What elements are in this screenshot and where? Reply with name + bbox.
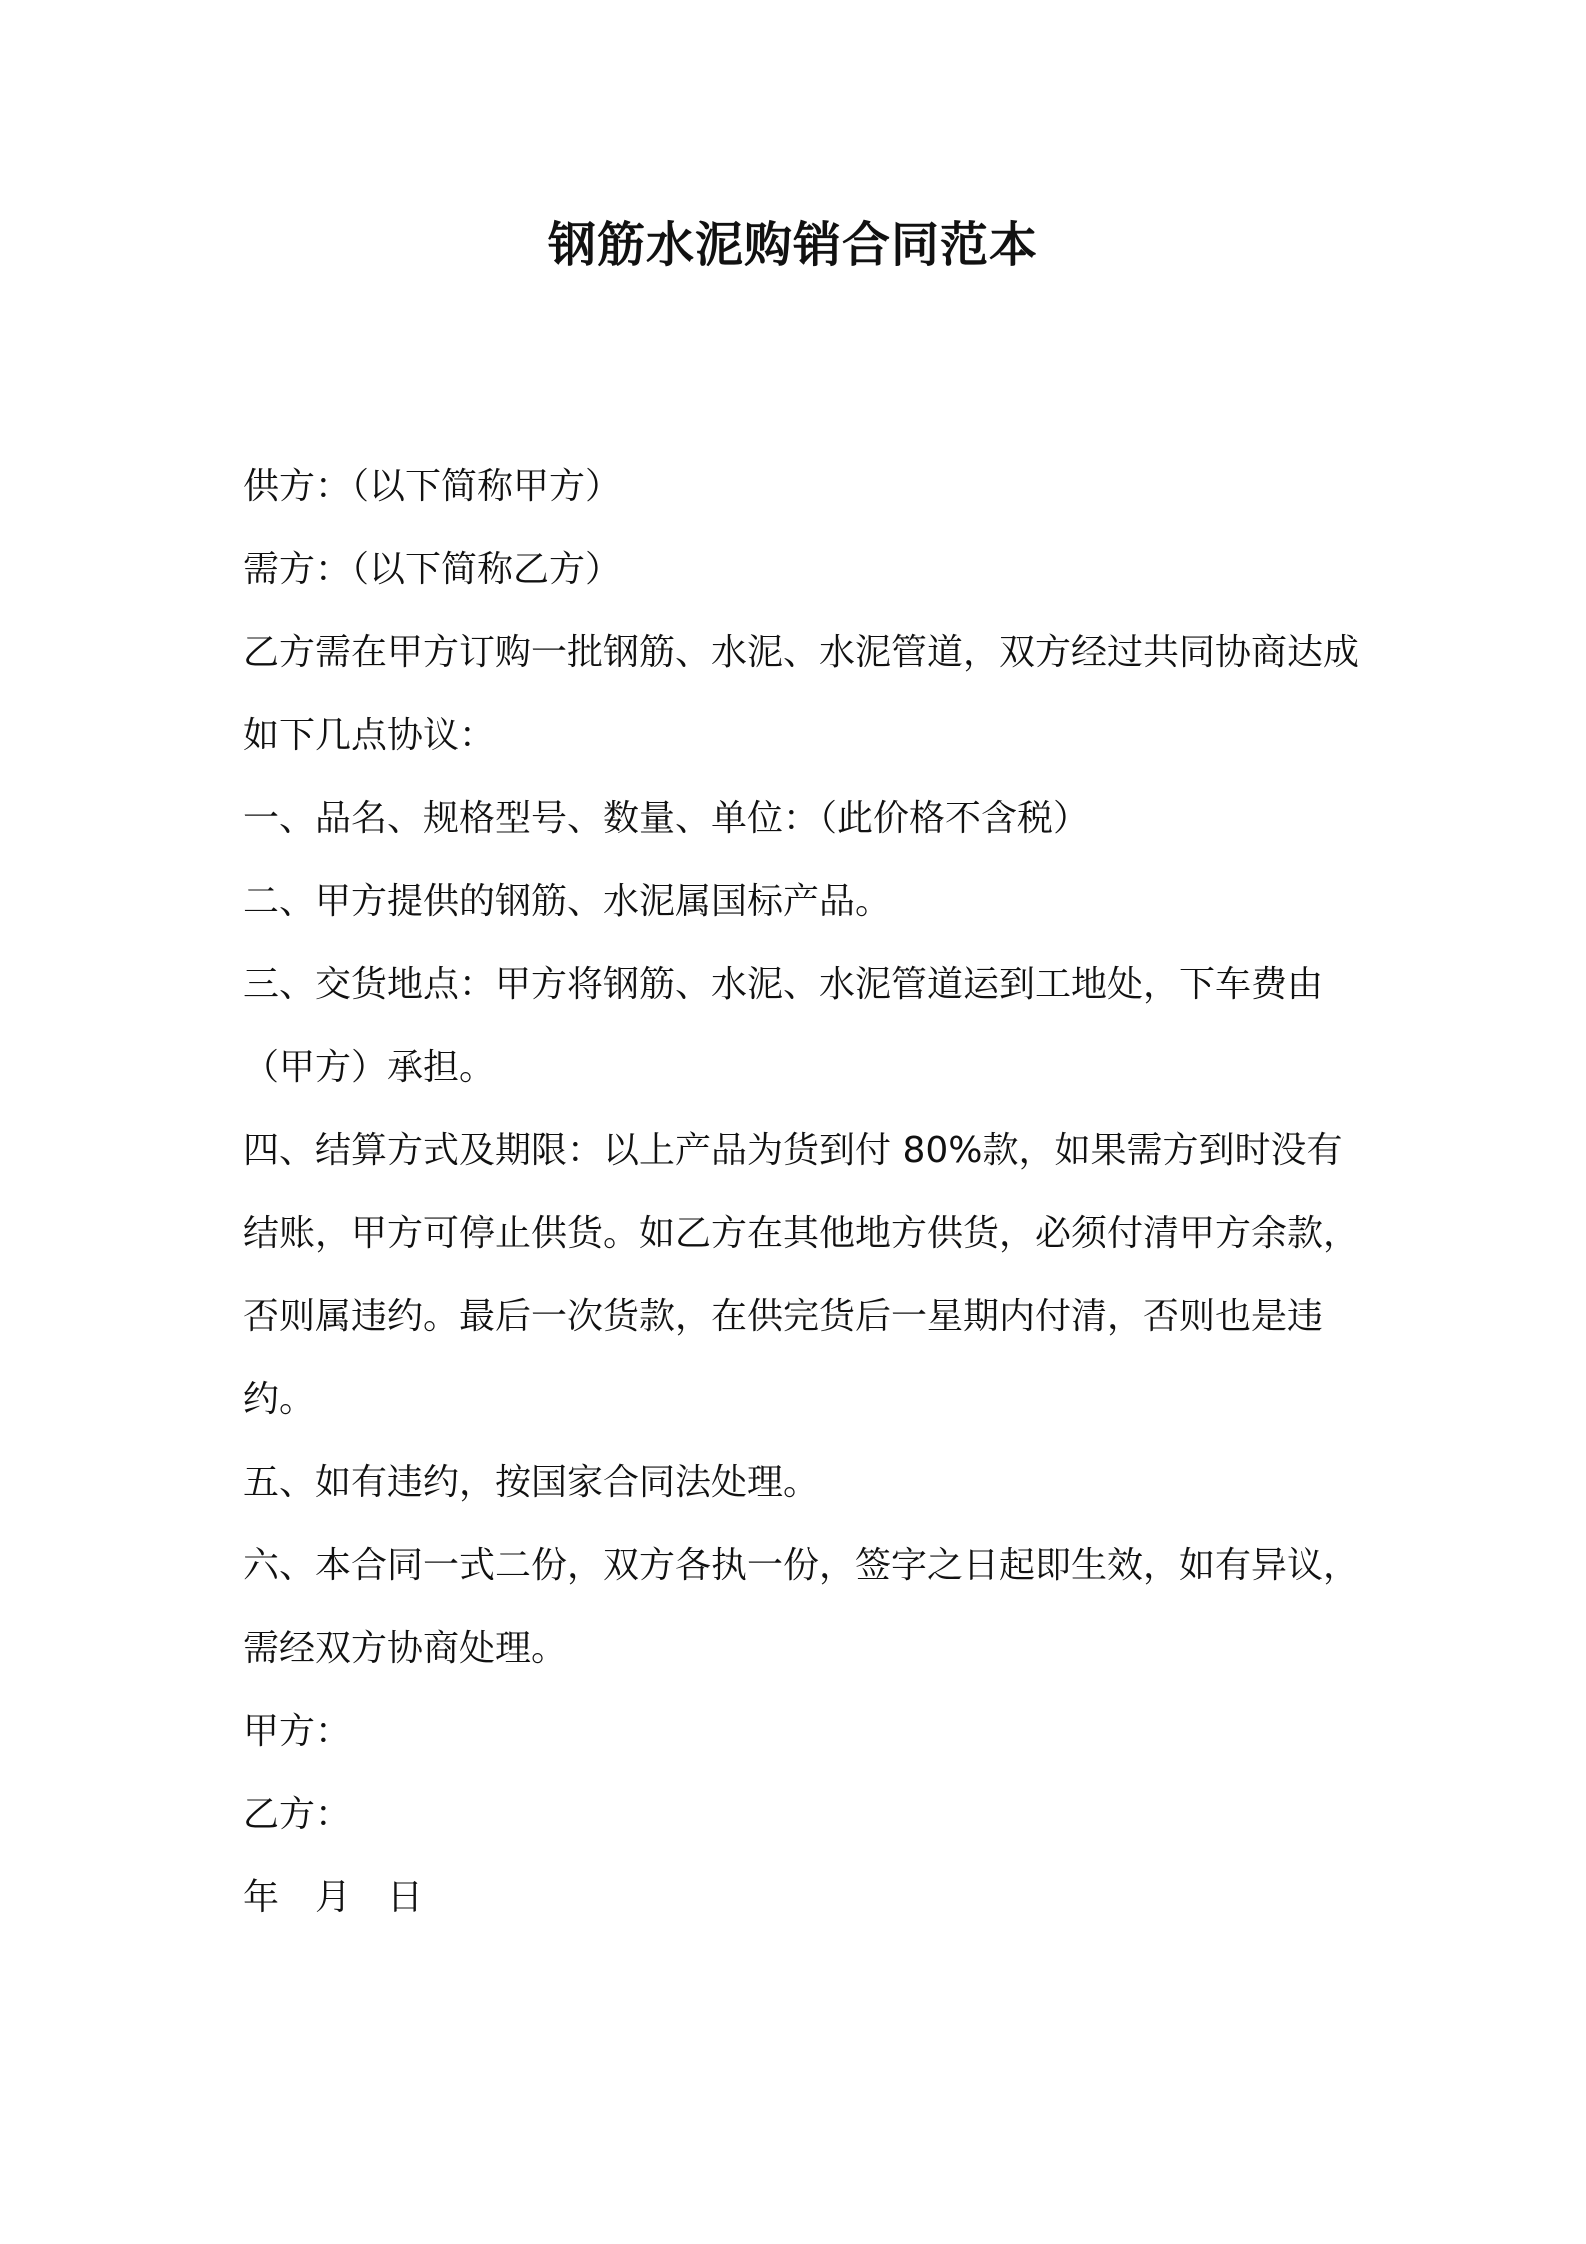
document-title: 钢筋水泥购销合同范本 [547,217,1038,273]
party-a-signature: 甲方： [243,1711,352,1752]
clause-5: 五、如有违约，按国家合同法处理。 [243,1462,820,1503]
clause-3: 三、交货地点：甲方将钢筋、水泥、水泥管道运到工地处，下车费由（甲方）承担。 [243,964,1324,1088]
party-b-signature: 乙方： [243,1794,352,1835]
clause-2: 二、甲方提供的钢筋、水泥属国标产品。 [243,881,892,922]
document-body [243,445,1363,1939]
supplier-line: 供方：（以下简称甲方） [243,466,622,507]
clause-1: 一、品名、规格型号、数量、单位：（此价格不含税） [243,798,1090,839]
clause-6: 六、本合同一式二份，双方各执一份，签字之日起即生效，如有异议，需经双方协商处理。 [243,1545,1360,1669]
date-line: 年 月 日 [243,1877,424,1918]
clause-4: 四、结算方式及期限：以上产品为货到付 80%款，如果需方到时没有结账，甲方可停止供货。如乙方在其他地方供货，必须付清甲方余款，否则属违约。最后一次货款，在供完货后一星期内付清，否则也是违约。 [243,1130,1360,1420]
intro-paragraph: 乙方需在甲方订购一批钢筋、水泥、水泥管道，双方经过共同协商达成如下几点协议： [243,632,1360,756]
buyer-line: 需方：（以下简称乙方） [243,549,622,590]
